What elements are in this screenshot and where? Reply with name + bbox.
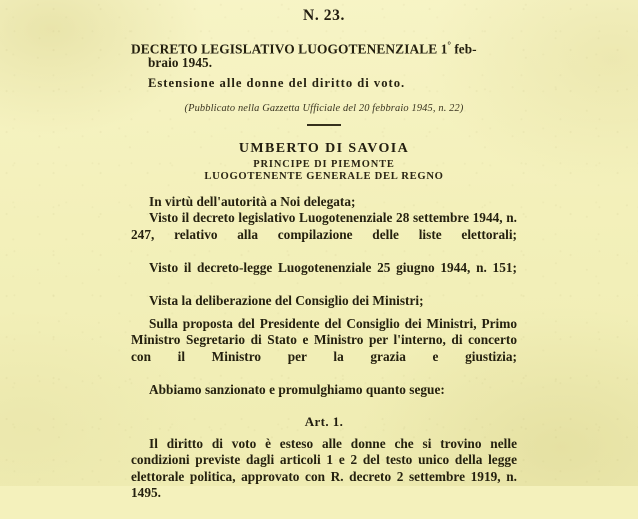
preamble-clause: Visto il decreto legislativo Luogotenenziale 28 settembre 1944, n. 247, relativo alla compilazione delle liste elettorali; [131, 210, 517, 242]
article-text: Il diritto di voto è esteso alle donne che si trovino nelle condizioni previste dagli articoli 1 e 2 del testo unico della legge elettorale politica, approvato con R. decreto 2 settembre 1919, n. 1495. [131, 435, 517, 501]
article-body-block [131, 436, 517, 519]
decree-date-day-number: 1 [440, 41, 448, 57]
decree-heading [131, 39, 517, 70]
decree-date-month-fragment: feb- [451, 41, 477, 57]
preamble-clause: Sulla proposta del Presidente del Consiglio dei Ministri, Primo Ministro Segretario di Stato e Ministro per l'interno, di concerto con il Ministro per la grazia e giustizia; [131, 315, 517, 364]
signatory-title-lieutenant: LUOGOTENENTE GENERALE DEL REGNO [204, 170, 444, 182]
preamble-clause: Vista la deliberazione del Consiglio dei Ministri; [149, 293, 424, 309]
section-divider-rule [307, 124, 341, 126]
document-number: N. 23. [303, 7, 345, 24]
signatory-name: UMBERTO DI SAVOIA [238, 140, 410, 156]
gazette-publication-note: (Pubblicato nella Gazzetta Ufficiale del 20 febbraio 1945, n. 22) [184, 102, 464, 114]
article-heading: Art. 1. [304, 413, 344, 429]
signatory-title-prince: PRINCIPE DI PIEMONTE [253, 158, 395, 170]
document-text-column [131, 0, 517, 519]
preamble-clause: In virtù dell'autorità a Noi delegata; [149, 193, 356, 209]
preamble-enactment-clause: Abbiamo sanzionato e promulghiamo quanto segue: [149, 382, 445, 398]
decree-heading-caps: DECRETO LEGISLATIVO LUOGOTENENZIALE [131, 41, 438, 57]
decree-heading-continuation: braio 1945. [148, 54, 213, 70]
preamble-block [131, 194, 517, 399]
preamble-clause: Visto il decreto-legge Luogotenenziale 25 giugno 1944, n. 151; [149, 259, 517, 275]
decree-date-ordinal-mark: ° [447, 40, 452, 50]
decree-subtitle: Estensione alle donne del diritto di voto. [148, 75, 406, 90]
